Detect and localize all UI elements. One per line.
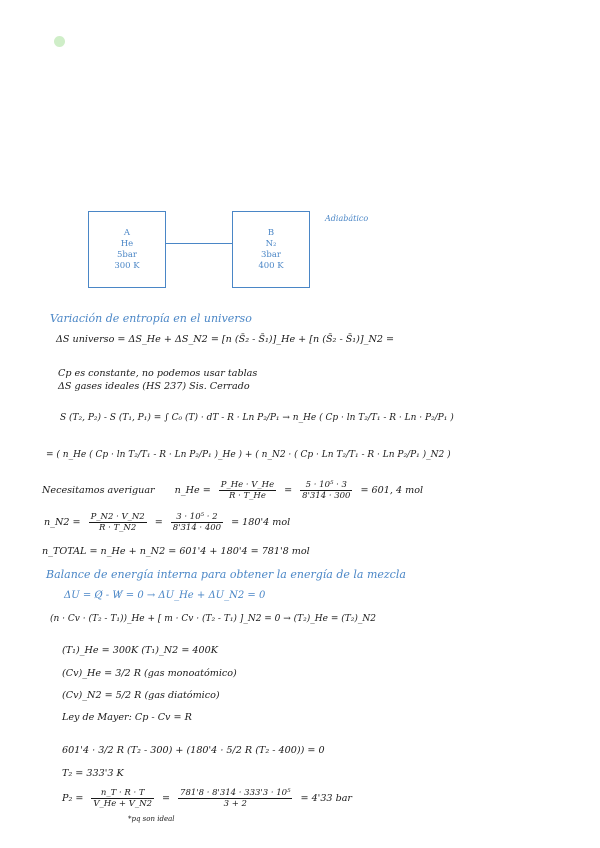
- container-a: [88, 211, 166, 288]
- n-n2-row: [44, 512, 290, 533]
- p2-lhs: P₂ =: [62, 793, 84, 804]
- n-he-result: = 601, 4 mol: [360, 485, 424, 496]
- n-n2-fraction2: [171, 512, 223, 533]
- entropy-sum: = ( n_He ( Cp · ln T₂/T₁ - R · Ln P₂/P₁ )_He ) + ( n_N2 · ( Cp · Ln T₂/T₁ - R · Ln P₂/P₁ )_N2 ): [46, 450, 451, 460]
- heading-entropy: Variación de entropía en el universo: [50, 312, 252, 325]
- n-he-fraction2: [300, 480, 352, 501]
- n-he-den2: 8'314 · 300: [302, 491, 351, 501]
- n-n2-den2: 8'314 · 400: [172, 523, 222, 533]
- n-he-eq: =: [284, 485, 293, 496]
- du-equation: ΔU = Q̸ - W̸ = 0 → ΔU_He + ΔU_N2 = 0: [64, 590, 266, 601]
- p2-eq: =: [161, 793, 171, 804]
- p2-num2: 781'8 · 8'314 · 333'3 · 10⁵: [180, 788, 291, 798]
- n-n2-num: P_N2 · V_N2: [90, 512, 145, 522]
- connecting-pipe: [166, 243, 232, 244]
- cv-n2: (Cv)_N2 = 5/2 R (gas diatómico): [62, 690, 220, 701]
- green-dot: [54, 36, 65, 47]
- container-b-pressure: 3bar: [261, 249, 281, 260]
- balance-equation: 601'4 · 3/2 R (T₂ - 300) + (180'4 · 5/2 R (T₂ - 400)) = 0: [62, 745, 325, 756]
- n-he-num2: 5 · 10⁵ · 3: [300, 480, 352, 491]
- n-he-row: [42, 480, 423, 501]
- container-b-name: B: [267, 227, 275, 238]
- t1-values: (T₁)_He = 300K (T₁)_N2 = 400K: [62, 645, 218, 656]
- cp-note: Cp es constante, no podemos usar tablas: [58, 368, 258, 379]
- n-he-lhs: n_He =: [174, 485, 211, 496]
- n-he-num: P_He · V_He: [220, 480, 275, 490]
- heading-energy: Balance de energía interna para obtener la energía de la mezcla: [46, 568, 406, 581]
- container-b-gas: N₂: [265, 238, 277, 249]
- p2-fraction2: [178, 788, 292, 809]
- p2-den2: 3 + 2: [223, 799, 247, 809]
- container-b: [232, 211, 310, 288]
- entropy-formula: S (T₂, P₂) - S (T₁, P₁) = ∫ C₀ (T) · dT - R · Ln P₂/P₁ → n_He ( Cp · ln T₂/T₁ - R · Ln · P₂/P₁ ): [60, 413, 454, 423]
- adiabatic-label: Adiabático: [325, 214, 369, 223]
- t2-result: T₂ = 333'3 K: [62, 768, 124, 779]
- need-text: Necesitamos averiguar: [42, 485, 155, 496]
- container-a-temp: 300 K: [114, 260, 140, 271]
- cv-he: (Cv)_He = 3/2 R (gas monoatómico): [62, 668, 237, 679]
- n-total: n_TOTAL = n_He + n_N2 = 601'4 + 180'4 = 781'8 mol: [42, 546, 310, 557]
- container-a-gas: He: [120, 238, 134, 249]
- container-a-name: A: [123, 227, 131, 238]
- p2-result: = 4'33 bar: [300, 793, 353, 804]
- n-n2-den: R · T_N2: [99, 523, 137, 533]
- p2-num: n_T · R · T: [91, 788, 154, 799]
- mayer-law: Ley de Mayer: Cp - Cv = R: [62, 712, 192, 723]
- n-n2-result: = 180'4 mol: [231, 517, 291, 528]
- ideal-note: *pq son ideal: [128, 815, 175, 823]
- n-n2-lhs: n_N2 =: [44, 517, 81, 528]
- n-he-den: R · T_He: [228, 491, 266, 501]
- p2-row: [62, 788, 352, 809]
- container-b-temp: 400 K: [258, 260, 284, 271]
- p2-den: V_He + V_N2: [93, 799, 152, 809]
- p2-fraction: [91, 788, 154, 809]
- ideal-gas-note: ΔS gases ideales (HS 237) Sis. Cerrado: [58, 381, 250, 392]
- container-a-pressure: 5bar: [117, 249, 137, 260]
- n-n2-fraction: [89, 512, 147, 533]
- n-n2-num2: 3 · 10⁵ · 2: [171, 512, 223, 523]
- entropy-equation: ΔS universo = ΔS_He + ΔS_N2 = [n (S̄₂ - S̄₁)]_He + [n (S̄₂ - S̄₁)]_N2 =: [56, 334, 395, 345]
- n-he-fraction: [219, 480, 276, 501]
- ncv-equation: (n · Cv · (T₂ - T₁))_He + [ m · Cv · (T₂ - T₁) ]_N2 = 0 → (T₂)_He = (T₂)_N2: [50, 614, 376, 624]
- n-n2-eq: =: [154, 517, 163, 528]
